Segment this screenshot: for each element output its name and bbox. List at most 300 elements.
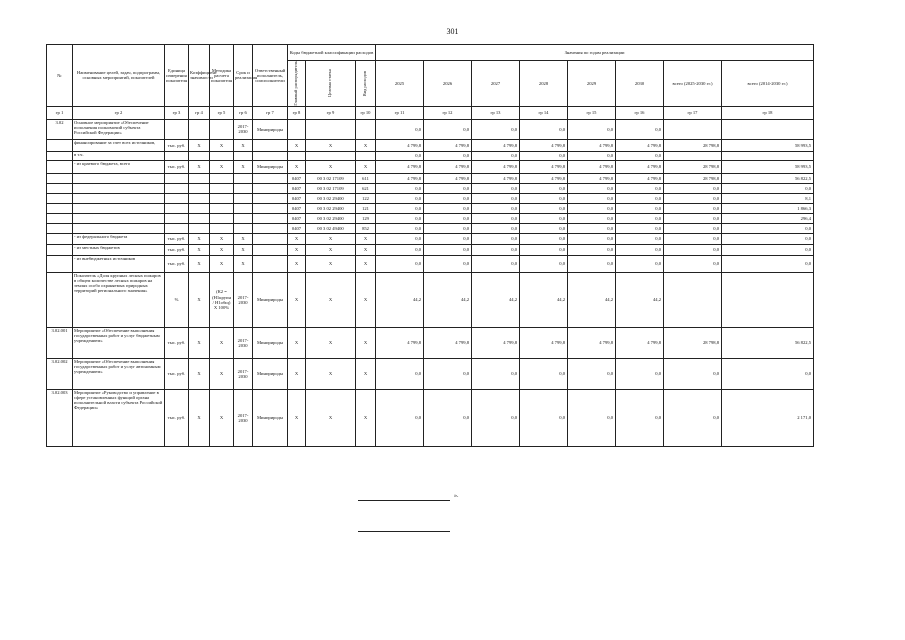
row-year-value: 0,0: [616, 151, 664, 160]
row-target: [306, 151, 356, 160]
row-name: Основное мероприятие «Обеспечение исполнения полномочий субъекта Российской Федерации»: [73, 119, 165, 139]
row-total-2025-2030: 0,0: [664, 183, 722, 193]
row-vid: 852: [356, 223, 376, 233]
row-year-value: 0,0: [472, 233, 520, 244]
row-year-value: 0,0: [568, 389, 616, 446]
row-year-value: 0,0: [520, 151, 568, 160]
row-grbs: X: [288, 244, 306, 255]
row-responsible: [253, 213, 288, 223]
row-total-2014-2030: 1 866,3: [722, 203, 814, 213]
row-year-value: 4 799,8: [616, 327, 664, 358]
row-vid: X: [356, 139, 376, 151]
row-name: Мероприятие «Руководство и управление в сфере установленных функций органа исполнительной власти субъекта Российской Федерации»: [73, 389, 165, 446]
row-responsible: Минприроды: [253, 358, 288, 389]
row-vid: X: [356, 358, 376, 389]
row-total-2025-2030: 0,0: [664, 389, 722, 446]
row-term: [234, 203, 253, 213]
row-target: X: [306, 139, 356, 151]
row-method: [210, 193, 234, 203]
signature-line: [358, 500, 450, 501]
col-num: гр 15: [568, 106, 616, 119]
row-unit: тыс. руб.: [165, 327, 189, 358]
row-year-value: 0,0: [472, 193, 520, 203]
row-grbs: X: [288, 160, 306, 173]
row-year-value: 0,0: [616, 223, 664, 233]
row-unit: тыс. руб.: [165, 139, 189, 151]
row-target: [306, 119, 356, 139]
row-unit: %: [165, 272, 189, 327]
row-year-value: 44,2: [616, 272, 664, 327]
row-year-value: 0,0: [376, 233, 424, 244]
col-num: гр 14: [520, 106, 568, 119]
row-responsible: [253, 233, 288, 244]
row-grbs: 0407: [288, 173, 306, 183]
col-num: гр 11: [376, 106, 424, 119]
row-year-value: 0,0: [616, 389, 664, 446]
row-year-value: 0,0: [424, 233, 472, 244]
header-vid: Вид расходов: [362, 70, 368, 96]
row-year-value: 0,0: [520, 255, 568, 272]
row-code: [47, 139, 73, 151]
row-coef: X: [189, 389, 210, 446]
row-unit: [165, 173, 189, 183]
row-total-2014-2030: [722, 151, 814, 160]
row-unit: тыс. руб.: [165, 233, 189, 244]
row-year-value: 0,0: [376, 183, 424, 193]
row-responsible: Минприроды: [253, 119, 288, 139]
row-year-value: 4 799,8: [376, 160, 424, 173]
row-year-value: 0,0: [616, 244, 664, 255]
row-year-value: 4 799,8: [616, 139, 664, 151]
row-year-value: 0,0: [376, 358, 424, 389]
header-responsible: Ответственный исполнитель, соисполнители: [253, 45, 288, 107]
row-total-2014-2030: 0,0: [722, 358, 814, 389]
row-year-value: 44,2: [376, 272, 424, 327]
row-total-2025-2030: 0,0: [664, 358, 722, 389]
page-number: 301: [446, 27, 459, 36]
row-year-value: 0,0: [568, 244, 616, 255]
row-term: [234, 183, 253, 193]
row-coef: [189, 213, 210, 223]
row-total-2014-2030: 0,0: [722, 255, 814, 272]
row-code: 3.02.002: [47, 358, 73, 389]
row-method: X: [210, 327, 234, 358]
row-vid: [356, 119, 376, 139]
row-target: X: [306, 389, 356, 446]
row-grbs: X: [288, 358, 306, 389]
row-vid: X: [356, 255, 376, 272]
row-total-2025-2030: 0,0: [664, 223, 722, 233]
row-grbs: 0407: [288, 213, 306, 223]
row-year-value: 0,0: [424, 213, 472, 223]
table-row: [47, 272, 814, 327]
row-year-value: 4 799,8: [520, 160, 568, 173]
row-year-value: 0,0: [472, 183, 520, 193]
row-year-value: 4 799,8: [472, 139, 520, 151]
row-grbs: X: [288, 139, 306, 151]
row-year-value: 44,2: [424, 272, 472, 327]
row-target: X: [306, 160, 356, 173]
row-year-value: 0,0: [520, 119, 568, 139]
row-responsible: Минприроды: [253, 389, 288, 446]
row-year-value: 4 799,8: [376, 139, 424, 151]
row-target: 00 3 02 49400: [306, 223, 356, 233]
col-num: гр 7: [253, 106, 288, 119]
row-year-value: 0,0: [424, 255, 472, 272]
col-num: гр 9: [306, 106, 356, 119]
signature-line-2: [358, 531, 450, 532]
row-vid: 121: [356, 203, 376, 213]
row-target: 00 3 02 17109: [306, 173, 356, 183]
row-name: [73, 223, 165, 233]
row-term: X: [234, 160, 253, 173]
row-name: Показатель «Доля крупных лесных пожаров в общем количестве лесных пожаров на землях особо охраняемых природных территорий регионального значения»: [73, 272, 165, 327]
budget-table: [46, 44, 814, 447]
row-coef: [189, 173, 210, 183]
row-term: 2017-2030: [234, 119, 253, 139]
row-method: X: [210, 233, 234, 244]
row-method: (К2 = (Н1крупн / Н1общ) Х 100%: [210, 272, 234, 327]
header-method: Методика расчета показателя: [210, 45, 234, 107]
header-year: 2028: [520, 61, 568, 107]
col-num: гр 6: [234, 106, 253, 119]
row-unit: тыс. руб.: [165, 389, 189, 446]
row-name: [73, 213, 165, 223]
row-code: [47, 213, 73, 223]
row-grbs: 0407: [288, 183, 306, 193]
row-term: 2017-2030: [234, 389, 253, 446]
row-method: [210, 223, 234, 233]
row-year-value: 0,0: [424, 193, 472, 203]
col-num: гр 10: [356, 106, 376, 119]
row-year-value: 4 799,8: [424, 139, 472, 151]
row-year-value: 0,0: [616, 203, 664, 213]
row-term: [234, 173, 253, 183]
row-total-2014-2030: 58 993,5: [722, 139, 814, 151]
row-year-value: 4 799,8: [424, 160, 472, 173]
row-year-value: 0,0: [424, 358, 472, 389]
row-year-value: 0,0: [616, 255, 664, 272]
row-code: [47, 193, 73, 203]
row-responsible: [253, 255, 288, 272]
row-responsible: [253, 244, 288, 255]
row-code: [47, 160, 73, 173]
row-coef: X: [189, 327, 210, 358]
row-year-value: 0,0: [424, 151, 472, 160]
row-total-2014-2030: 56 822,5: [722, 173, 814, 183]
table-row: [47, 358, 814, 389]
row-year-value: 0,0: [472, 119, 520, 139]
row-code: 3.02.003: [47, 389, 73, 446]
table-row: [47, 139, 814, 151]
row-code: [47, 173, 73, 183]
row-unit: [165, 213, 189, 223]
row-year-value: 0,0: [568, 223, 616, 233]
row-total-2025-2030: 0,0: [664, 213, 722, 223]
row-year-value: 4 799,8: [472, 160, 520, 173]
row-unit: [165, 183, 189, 193]
row-grbs: 0407: [288, 223, 306, 233]
row-coef: X: [189, 358, 210, 389]
row-total-2014-2030: 2 171,0: [722, 389, 814, 446]
row-responsible: [253, 193, 288, 203]
row-year-value: 0,0: [424, 183, 472, 193]
row-year-value: 0,0: [568, 358, 616, 389]
row-vid: 129: [356, 213, 376, 223]
row-year-value: 0,0: [472, 389, 520, 446]
header-unit: Единица измерения показателя: [165, 45, 189, 107]
row-responsible: Минприроды: [253, 272, 288, 327]
row-coef: [189, 203, 210, 213]
row-year-value: 0,0: [424, 119, 472, 139]
table-row: [47, 183, 814, 193]
row-year-value: 0,0: [472, 203, 520, 213]
row-year-value: 0,0: [472, 213, 520, 223]
row-year-value: 4 799,8: [520, 173, 568, 183]
row-term: [234, 223, 253, 233]
row-total-2014-2030: 8,1: [722, 193, 814, 203]
row-method: [210, 173, 234, 183]
row-total-2025-2030: 28 798,8: [664, 173, 722, 183]
header-term: Срок и реализация: [234, 45, 253, 107]
row-target: 00 3 02 17109: [306, 183, 356, 193]
row-year-value: 4 799,8: [616, 173, 664, 183]
row-total-2025-2030: 28 798,8: [664, 139, 722, 151]
row-year-value: 0,0: [520, 244, 568, 255]
row-method: X: [210, 139, 234, 151]
row-total-2014-2030: [722, 272, 814, 327]
row-year-value: 0,0: [568, 233, 616, 244]
row-year-value: 0,0: [472, 151, 520, 160]
row-year-value: 4 799,8: [568, 173, 616, 183]
row-year-value: 0,0: [520, 213, 568, 223]
row-year-value: 0,0: [520, 233, 568, 244]
col-num: гр 2: [73, 106, 165, 119]
row-code: 3.02.001: [47, 327, 73, 358]
row-year-value: 0,0: [520, 389, 568, 446]
row-total-2025-2030: 0,0: [664, 233, 722, 244]
table-row: [47, 255, 814, 272]
row-year-value: 0,0: [472, 358, 520, 389]
row-target: 00 3 02 29400: [306, 213, 356, 223]
table-row: [47, 213, 814, 223]
row-grbs: [288, 119, 306, 139]
row-year-value: 4 799,8: [616, 160, 664, 173]
row-year-value: 4 799,8: [424, 173, 472, 183]
row-method: [210, 183, 234, 193]
table-row: [47, 151, 814, 160]
row-name: [73, 193, 165, 203]
row-year-value: 0,0: [616, 213, 664, 223]
row-responsible: [253, 223, 288, 233]
header-coef: Коэффициент значимости: [189, 45, 210, 107]
row-year-value: 4 799,8: [424, 327, 472, 358]
row-grbs: X: [288, 327, 306, 358]
row-name: - из местных бюджетов: [73, 244, 165, 255]
row-unit: [165, 119, 189, 139]
row-year-value: 4 799,8: [472, 327, 520, 358]
row-year-value: 0,0: [568, 213, 616, 223]
row-name: Мероприятие «Обеспечение выполнения государственных работ и услуг автономным учреждением»: [73, 358, 165, 389]
row-grbs: X: [288, 272, 306, 327]
row-coef: X: [189, 139, 210, 151]
col-num: гр 3: [165, 106, 189, 119]
row-year-value: 0,0: [472, 255, 520, 272]
row-year-value: 0,0: [520, 223, 568, 233]
row-responsible: [253, 151, 288, 160]
col-num: гр 13: [472, 106, 520, 119]
row-year-value: 0,0: [376, 151, 424, 160]
row-code: [47, 151, 73, 160]
row-vid: X: [356, 272, 376, 327]
row-term: 2017-2030: [234, 272, 253, 327]
row-responsible: [253, 183, 288, 193]
row-total-2014-2030: [722, 119, 814, 139]
row-method: X: [210, 160, 234, 173]
row-total-2014-2030: 296,4: [722, 213, 814, 223]
row-grbs: 0407: [288, 203, 306, 213]
row-year-value: 0,0: [520, 183, 568, 193]
row-grbs: [288, 151, 306, 160]
row-year-value: 0,0: [472, 223, 520, 233]
row-unit: [165, 151, 189, 160]
row-target: X: [306, 358, 356, 389]
header-total-2025-2030: всего (2025-2030 гг.): [664, 61, 722, 107]
row-total-2014-2030: 0,0: [722, 244, 814, 255]
row-vid: X: [356, 244, 376, 255]
row-year-value: 4 799,8: [568, 327, 616, 358]
row-year-value: 0,0: [616, 233, 664, 244]
row-year-value: 0,0: [376, 389, 424, 446]
row-vid: X: [356, 327, 376, 358]
row-grbs: X: [288, 233, 306, 244]
row-grbs: 0407: [288, 193, 306, 203]
header-values: Значения по годам реализации: [376, 45, 814, 61]
row-code: 3.02: [47, 119, 73, 139]
col-num: гр 1: [47, 106, 73, 119]
row-term: [234, 151, 253, 160]
row-target: X: [306, 233, 356, 244]
row-year-value: 0,0: [376, 244, 424, 255]
row-vid: 122: [356, 193, 376, 203]
row-year-value: 0,0: [568, 119, 616, 139]
row-coef: X: [189, 233, 210, 244]
row-name: [73, 203, 165, 213]
row-name: - из внебюджетных источников: [73, 255, 165, 272]
row-term: X: [234, 244, 253, 255]
row-year-value: 4 799,8: [472, 173, 520, 183]
row-year-value: 0,0: [520, 203, 568, 213]
row-method: [210, 151, 234, 160]
row-year-value: 0,0: [376, 119, 424, 139]
row-grbs: X: [288, 389, 306, 446]
header-no: №: [47, 45, 73, 107]
table-row: [47, 193, 814, 203]
col-num: гр 12: [424, 106, 472, 119]
row-code: [47, 233, 73, 244]
row-year-value: 4 799,8: [520, 139, 568, 151]
row-name: [73, 173, 165, 183]
row-year-value: 4 799,8: [376, 327, 424, 358]
row-total-2025-2030: 0,0: [664, 193, 722, 203]
row-target: X: [306, 327, 356, 358]
row-code: [47, 183, 73, 193]
col-num: гр 5: [210, 106, 234, 119]
row-code: [47, 203, 73, 213]
row-total-2014-2030: 0,0: [722, 233, 814, 244]
table-row: [47, 244, 814, 255]
row-year-value: 0,0: [424, 244, 472, 255]
row-method: X: [210, 358, 234, 389]
row-total-2014-2030: 56 822,5: [722, 327, 814, 358]
row-term: 2017-2030: [234, 358, 253, 389]
row-year-value: 0,0: [376, 193, 424, 203]
row-year-value: 0,0: [616, 183, 664, 193]
row-year-value: 0,0: [424, 389, 472, 446]
row-vid: 611: [356, 173, 376, 183]
row-year-value: 44,2: [568, 272, 616, 327]
row-coef: X: [189, 244, 210, 255]
table-row: [47, 173, 814, 183]
row-unit: [165, 223, 189, 233]
row-name: Мероприятие «Обеспечение выполнения государственных работ и услуг бюджетным учреждением»: [73, 327, 165, 358]
row-year-value: 4 799,8: [568, 139, 616, 151]
row-year-value: 4 799,8: [520, 327, 568, 358]
row-total-2025-2030: 28 798,8: [664, 160, 722, 173]
header-year: 2030: [616, 61, 664, 107]
row-year-value: 0,0: [376, 255, 424, 272]
table-row: [47, 160, 814, 173]
row-target: X: [306, 244, 356, 255]
header-year: 2025: [376, 61, 424, 107]
row-target: X: [306, 255, 356, 272]
row-responsible: [253, 173, 288, 183]
row-year-value: 0,0: [376, 203, 424, 213]
header-year: 2026: [424, 61, 472, 107]
row-year-value: 4 799,8: [376, 173, 424, 183]
row-vid: X: [356, 160, 376, 173]
row-vid: 621: [356, 183, 376, 193]
row-term: [234, 193, 253, 203]
row-year-value: 0,0: [520, 358, 568, 389]
table-row: [47, 233, 814, 244]
row-name: - из федерального бюджета: [73, 233, 165, 244]
row-year-value: 0,0: [424, 223, 472, 233]
row-name: [73, 183, 165, 193]
row-method: X: [210, 244, 234, 255]
row-total-2025-2030: [664, 119, 722, 139]
row-year-value: 0,0: [616, 358, 664, 389]
row-unit: тыс. руб.: [165, 160, 189, 173]
row-unit: тыс. руб.: [165, 255, 189, 272]
row-unit: [165, 193, 189, 203]
row-total-2014-2030: 0,0: [722, 223, 814, 233]
row-vid: [356, 151, 376, 160]
row-unit: [165, 203, 189, 213]
row-term: 2017-2030: [234, 327, 253, 358]
row-coef: [189, 223, 210, 233]
header-grbs: Главный распорядитель: [293, 61, 299, 106]
row-responsible: Минприроды: [253, 160, 288, 173]
row-term: X: [234, 255, 253, 272]
table-row: [47, 223, 814, 233]
row-name: - из краевого бюджета, всего: [73, 160, 165, 173]
row-target: 00 3 02 29400: [306, 203, 356, 213]
row-term: X: [234, 233, 253, 244]
row-name: в т.ч.: [73, 151, 165, 160]
col-num: гр 4: [189, 106, 210, 119]
row-name: финансирование за счет всех источников,: [73, 139, 165, 151]
